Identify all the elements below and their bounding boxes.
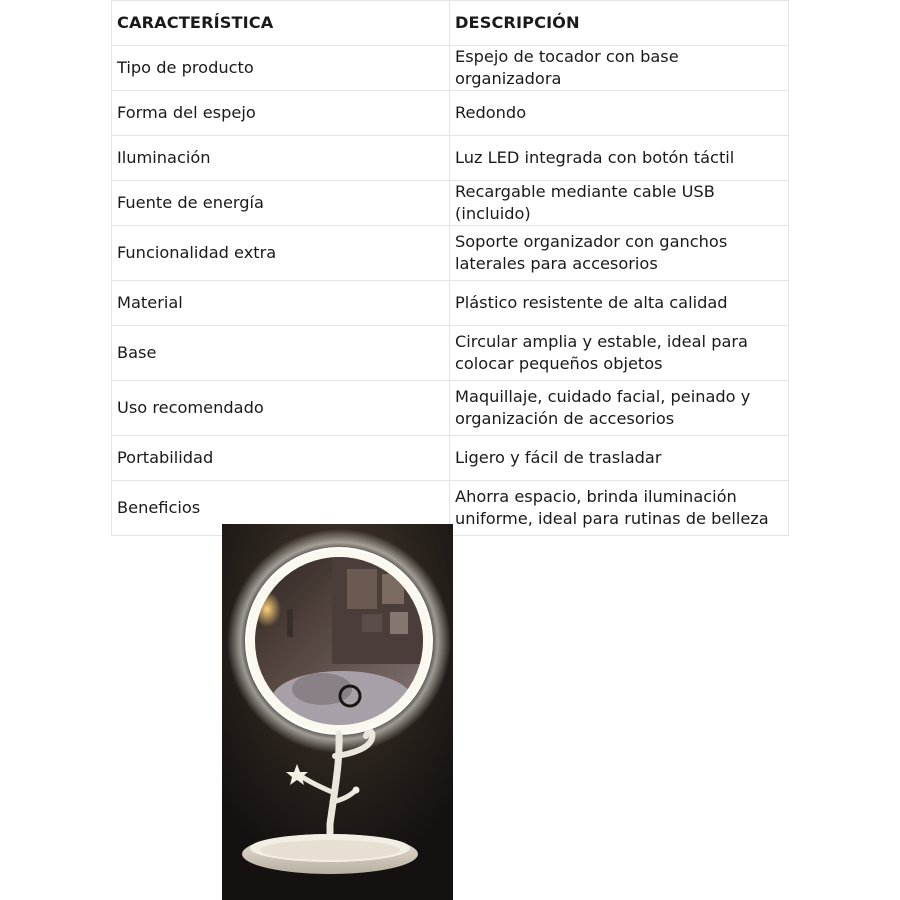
feature-cell: Iluminación	[112, 136, 450, 181]
feature-cell: Funcionalidad extra	[112, 226, 450, 281]
header-feature: CARACTERÍSTICA	[112, 1, 450, 46]
description-cell: Ligero y fácil de trasladar	[450, 436, 789, 481]
description-cell: Maquillaje, cuidado facial, peinado y organización de accesorios	[450, 381, 789, 436]
feature-cell: Beneficios	[112, 481, 450, 536]
description-cell: Espejo de tocador con base organizadora	[450, 46, 789, 91]
table-row	[112, 181, 789, 226]
product-photo	[222, 524, 453, 900]
table-row	[112, 326, 789, 381]
feature-cell: Material	[112, 281, 450, 326]
table-row	[112, 91, 789, 136]
table-row	[112, 46, 789, 91]
specifications-table	[111, 0, 789, 536]
table-header-row	[112, 1, 789, 46]
description-cell: Plástico resistente de alta calidad	[450, 281, 789, 326]
description-cell: Ahorra espacio, brinda iluminación uniforme, ideal para rutinas de belleza	[450, 481, 789, 536]
table-row	[112, 436, 789, 481]
feature-cell: Uso recomendado	[112, 381, 450, 436]
table-row	[112, 226, 789, 281]
feature-cell: Fuente de energía	[112, 181, 450, 226]
description-cell: Soporte organizador con ganchos laterales para accesorios	[450, 226, 789, 281]
feature-cell: Base	[112, 326, 450, 381]
description-cell: Recargable mediante cable USB (incluido)	[450, 181, 789, 226]
description-cell: Luz LED integrada con botón táctil	[450, 136, 789, 181]
table-row	[112, 381, 789, 436]
feature-cell: Portabilidad	[112, 436, 450, 481]
table-row	[112, 136, 789, 181]
feature-cell: Forma del espejo	[112, 91, 450, 136]
base-dish-inner	[260, 840, 400, 860]
feature-cell: Tipo de producto	[112, 46, 450, 91]
branch-knob	[353, 787, 360, 794]
table-row	[112, 281, 789, 326]
header-description: DESCRIPCIÓN	[450, 1, 789, 46]
description-cell: Circular amplia y estable, ideal para colocar pequeños objetos	[450, 326, 789, 381]
mirror-illustration	[222, 524, 453, 900]
description-cell: Redondo	[450, 91, 789, 136]
